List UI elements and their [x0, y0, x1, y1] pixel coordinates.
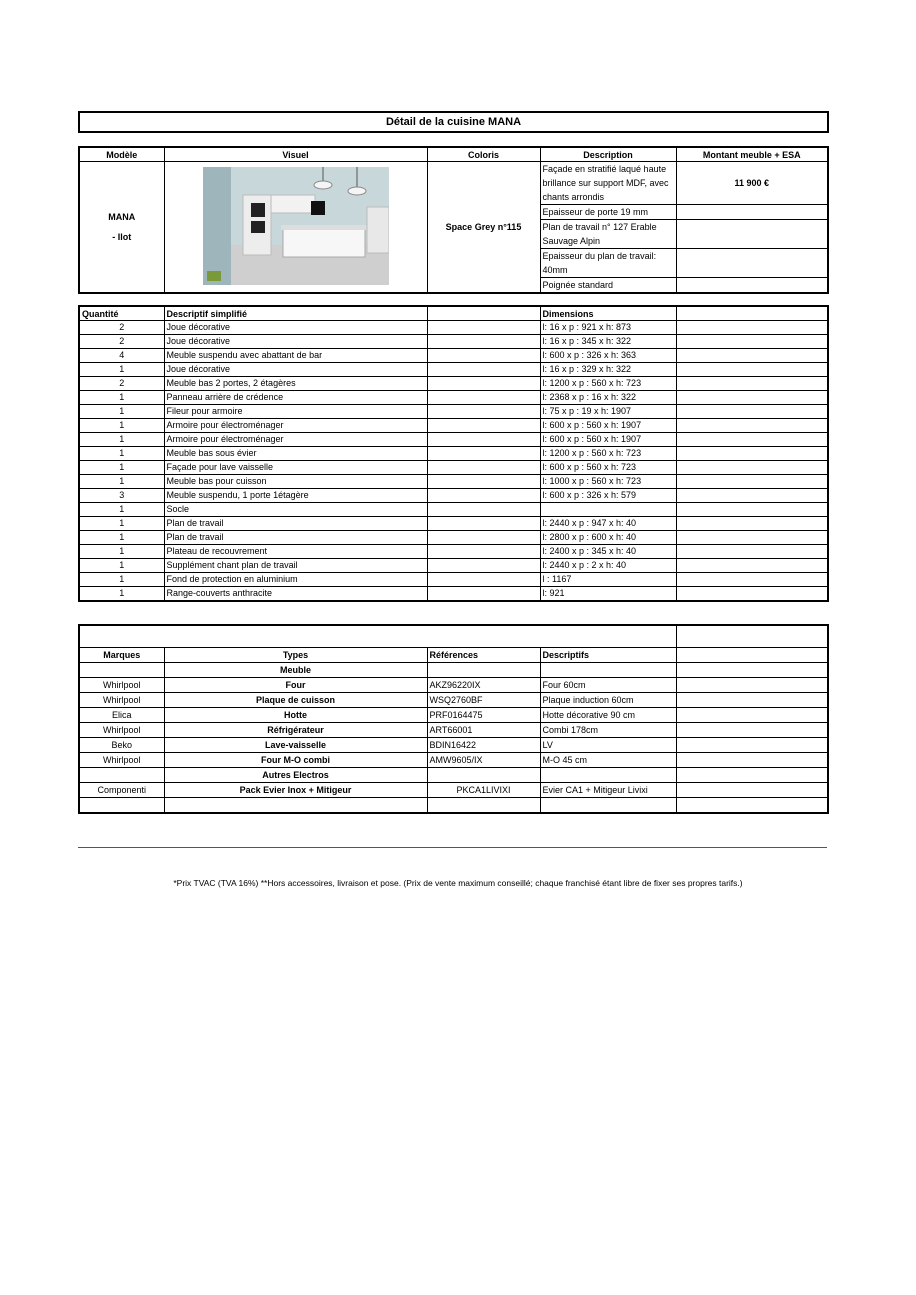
- empty-cell: [427, 321, 540, 335]
- item-row: [79, 503, 828, 517]
- item-quantity: 3: [79, 489, 164, 503]
- item-row: [79, 321, 828, 335]
- item-description: Supplément chant plan de travail: [164, 559, 427, 573]
- appliance-row: [79, 692, 828, 707]
- item-quantity: 1: [79, 545, 164, 559]
- item-quantity: 1: [79, 433, 164, 447]
- item-quantity: 1: [79, 503, 164, 517]
- item-dimensions: l: 1000 x p : 560 x h: 723: [540, 475, 676, 489]
- item-dimensions: l: 1200 x p : 560 x h: 723: [540, 447, 676, 461]
- col-header-type: Types: [164, 647, 427, 662]
- col-header-quantity: Quantité: [79, 306, 164, 321]
- item-row: [79, 433, 828, 447]
- appliances-body: [79, 677, 828, 767]
- item-description: Plateau de recouvrement: [164, 545, 427, 559]
- item-row: [79, 573, 828, 587]
- appliance-description: Combi 178cm: [540, 722, 676, 737]
- empty-cell: [540, 797, 676, 813]
- empty-cell: [427, 587, 540, 602]
- item-description: Armoire pour électroménager: [164, 433, 427, 447]
- price-cell-empty: [676, 278, 828, 294]
- empty-cell: [427, 767, 540, 782]
- empty-cell: [427, 662, 540, 677]
- item-dimensions: l: 600 x p : 560 x h: 723: [540, 461, 676, 475]
- empty-cell: [427, 461, 540, 475]
- item-dimensions: l: 2440 x p : 2 x h: 40: [540, 559, 676, 573]
- empty-cell: [676, 797, 828, 813]
- item-row: [79, 377, 828, 391]
- empty-cell: [427, 447, 540, 461]
- item-description: Armoire pour électroménager: [164, 419, 427, 433]
- item-row: [79, 545, 828, 559]
- empty-cell: [676, 573, 828, 587]
- col-header-empty: [427, 306, 540, 321]
- model-name-line1: MANA: [108, 212, 136, 222]
- appliance-reference: PRF0164475: [427, 707, 540, 722]
- item-row: [79, 517, 828, 531]
- col-header-reference: Références: [427, 647, 540, 662]
- item-dimensions: [540, 503, 676, 517]
- item-dimensions: l: 600 x p : 560 x h: 1907: [540, 433, 676, 447]
- appliance-brand: Elica: [79, 707, 164, 722]
- empty-cell: [676, 722, 828, 737]
- empty-cell: [676, 489, 828, 503]
- description-item: Poignée standard: [540, 278, 676, 294]
- item-description: Range-couverts anthracite: [164, 587, 427, 602]
- item-row: [79, 587, 828, 602]
- item-dimensions: l: 2368 x p : 16 x h: 322: [540, 391, 676, 405]
- item-quantity: 1: [79, 447, 164, 461]
- appliance-type: Plaque de cuisson: [164, 692, 427, 707]
- appliance-row: [79, 752, 828, 767]
- item-dimensions: l: 1200 x p : 560 x h: 723: [540, 377, 676, 391]
- item-description: Meuble bas sous évier: [164, 447, 427, 461]
- empty-cell: [676, 391, 828, 405]
- col-header-simple-description: Descriptif simplifié: [164, 306, 427, 321]
- appliances-title-empty: [79, 625, 676, 647]
- item-dimensions: l: 16 x p : 345 x h: 322: [540, 335, 676, 349]
- appliances-title-side-empty: [676, 625, 828, 647]
- empty-cell: [676, 335, 828, 349]
- item-description: Socle: [164, 503, 427, 517]
- empty-cell: [427, 391, 540, 405]
- item-quantity: 4: [79, 349, 164, 363]
- items-body: [79, 321, 828, 602]
- description-item: Façade en stratifié laqué haute brillance sur support MDF, avec chants arrondis: [540, 162, 676, 205]
- empty-cell: [427, 405, 540, 419]
- appliance-brand: Whirlpool: [79, 677, 164, 692]
- item-row: [79, 363, 828, 377]
- item-row: [79, 419, 828, 433]
- appliance-description: LV: [540, 737, 676, 752]
- appliance-row: [79, 677, 828, 692]
- pack-type: Pack Evier Inox + Mitigeur: [164, 782, 427, 797]
- empty-cell: [427, 349, 540, 363]
- appliance-description: Hotte décorative 90 cm: [540, 707, 676, 722]
- appliance-reference: AMW9605/IX: [427, 752, 540, 767]
- appliance-brand: Whirlpool: [79, 692, 164, 707]
- empty-cell: [427, 433, 540, 447]
- item-row: [79, 489, 828, 503]
- empty-cell: [676, 782, 828, 797]
- item-description: Fileur pour armoire: [164, 405, 427, 419]
- item-row: [79, 447, 828, 461]
- item-dimensions: l: 600 x p : 326 x h: 579: [540, 489, 676, 503]
- col-header-description: Description: [540, 147, 676, 162]
- item-description: Plan de travail: [164, 517, 427, 531]
- item-dimensions: l: 600 x p : 560 x h: 1907: [540, 419, 676, 433]
- empty-cell: [676, 363, 828, 377]
- item-quantity: 1: [79, 461, 164, 475]
- appliance-reference: WSQ2760BF: [427, 692, 540, 707]
- price-value: 11 900 €: [676, 162, 828, 205]
- appliance-type: Lave-vaisselle: [164, 737, 427, 752]
- item-row: [79, 335, 828, 349]
- section-meuble: Meuble: [164, 662, 427, 677]
- empty-cell: [676, 559, 828, 573]
- empty-cell: [676, 405, 828, 419]
- item-dimensions: l: 921: [540, 587, 676, 602]
- kitchen-visual: [164, 162, 427, 294]
- appliance-brand: Whirlpool: [79, 752, 164, 767]
- appliance-reference: BDIN16422: [427, 737, 540, 752]
- appliance-type: Réfrigérateur: [164, 722, 427, 737]
- empty-cell: [427, 335, 540, 349]
- appliance-description: Four 60cm: [540, 677, 676, 692]
- description-item: Plan de travail n° 127 Erable Sauvage Alpin: [540, 220, 676, 249]
- col-header-visual: Visuel: [164, 147, 427, 162]
- col-header-brand: Marques: [79, 647, 164, 662]
- empty-cell: [676, 517, 828, 531]
- empty-cell: [676, 321, 828, 335]
- item-description: Meuble bas pour cuisson: [164, 475, 427, 489]
- empty-cell: [676, 349, 828, 363]
- appliances-table: [78, 624, 829, 814]
- empty-cell: [79, 767, 164, 782]
- item-dimensions: l: 16 x p : 921 x h: 873: [540, 321, 676, 335]
- pack-reference: PKCA1LIVIXI: [427, 782, 540, 797]
- appliance-reference: AKZ96220IX: [427, 677, 540, 692]
- divider: [78, 847, 827, 848]
- item-quantity: 1: [79, 363, 164, 377]
- appliance-brand: Beko: [79, 737, 164, 752]
- empty-cell: [676, 692, 828, 707]
- empty-cell: [427, 797, 540, 813]
- item-dimensions: l: 2440 x p : 947 x h: 40: [540, 517, 676, 531]
- empty-cell: [427, 475, 540, 489]
- empty-cell: [676, 531, 828, 545]
- price-cell-empty: [676, 205, 828, 220]
- items-table: [78, 305, 829, 602]
- item-dimensions: l: 600 x p : 326 x h: 363: [540, 349, 676, 363]
- item-row: [79, 349, 828, 363]
- item-quantity: 1: [79, 587, 164, 602]
- footnote: *Prix TVAC (TVA 16%) **Hors accessoires, livraison et pose. (Prix de vente maximum conseillé; chaque franchisé étant libre de fixer ses propres tarifs.): [173, 878, 743, 888]
- price-cell-empty: [676, 249, 828, 278]
- item-description: Joue décorative: [164, 363, 427, 377]
- kitchen-summary-table: [78, 146, 829, 294]
- section-other-electros: Autres Electros: [164, 767, 427, 782]
- empty-cell: [676, 707, 828, 722]
- item-description: Meuble suspendu, 1 porte 1étagère: [164, 489, 427, 503]
- empty-cell: [427, 545, 540, 559]
- empty-cell: [540, 662, 676, 677]
- item-description: Fond de protection en aluminium: [164, 573, 427, 587]
- empty-cell: [676, 662, 828, 677]
- empty-cell: [79, 797, 164, 813]
- appliance-type: Four: [164, 677, 427, 692]
- item-quantity: 2: [79, 335, 164, 349]
- item-row: [79, 461, 828, 475]
- empty-cell: [676, 737, 828, 752]
- colour-value: Space Grey n°115: [427, 162, 540, 294]
- item-dimensions: l: 16 x p : 329 x h: 322: [540, 363, 676, 377]
- empty-cell: [427, 363, 540, 377]
- empty-cell: [427, 489, 540, 503]
- item-description: Plan de travail: [164, 531, 427, 545]
- appliance-row: [79, 737, 828, 752]
- appliance-brand: Whirlpool: [79, 722, 164, 737]
- item-quantity: 1: [79, 559, 164, 573]
- empty-cell: [427, 531, 540, 545]
- empty-cell: [427, 573, 540, 587]
- item-dimensions: l: 2400 x p : 345 x h: 40: [540, 545, 676, 559]
- pack-description: Evier CA1 + Mitigeur Livixi: [540, 782, 676, 797]
- item-description: Meuble suspendu avec abattant de bar: [164, 349, 427, 363]
- item-quantity: 1: [79, 405, 164, 419]
- item-row: [79, 475, 828, 489]
- empty-cell: [540, 767, 676, 782]
- item-row: [79, 531, 828, 545]
- item-row: [79, 405, 828, 419]
- item-quantity: 1: [79, 531, 164, 545]
- empty-cell: [164, 797, 427, 813]
- empty-cell: [427, 377, 540, 391]
- empty-cell: [427, 517, 540, 531]
- item-quantity: 1: [79, 573, 164, 587]
- item-quantity: 1: [79, 391, 164, 405]
- model-name: [79, 162, 164, 294]
- empty-cell: [676, 677, 828, 692]
- empty-cell: [676, 377, 828, 391]
- empty-cell: [676, 433, 828, 447]
- col-header-empty: [676, 647, 828, 662]
- empty-cell: [676, 587, 828, 602]
- item-quantity: 2: [79, 321, 164, 335]
- empty-cell: [427, 559, 540, 573]
- item-description: Meuble bas 2 portes, 2 étagères: [164, 377, 427, 391]
- empty-cell: [676, 475, 828, 489]
- appliance-reference: ART66001: [427, 722, 540, 737]
- description-item: Epaisseur de porte 19 mm: [540, 205, 676, 220]
- item-quantity: 1: [79, 419, 164, 433]
- kitchen-photo: [203, 167, 389, 285]
- item-row: [79, 391, 828, 405]
- document-title: Détail de la cuisine MANA: [78, 111, 829, 133]
- item-dimensions: l : 1167: [540, 573, 676, 587]
- empty-cell: [676, 447, 828, 461]
- item-description: Joue décorative: [164, 335, 427, 349]
- col-header-dimensions: Dimensions: [540, 306, 676, 321]
- empty-cell: [676, 752, 828, 767]
- col-header-price: Montant meuble + ESA: [676, 147, 828, 162]
- col-header-empty: [676, 306, 828, 321]
- price-cell-empty: [676, 220, 828, 249]
- appliance-type: Four M-O combi: [164, 752, 427, 767]
- empty-cell: [427, 503, 540, 517]
- description-item: Epaisseur du plan de travail: 40mm: [540, 249, 676, 278]
- col-header-descriptive: Descriptifs: [540, 647, 676, 662]
- col-header-model: Modèle: [79, 147, 164, 162]
- item-description: Joue décorative: [164, 321, 427, 335]
- appliance-row: [79, 722, 828, 737]
- col-header-colour: Coloris: [427, 147, 540, 162]
- item-description: Panneau arrière de crédence: [164, 391, 427, 405]
- empty-cell: [676, 419, 828, 433]
- appliance-type: Hotte: [164, 707, 427, 722]
- item-row: [79, 559, 828, 573]
- empty-cell: [676, 503, 828, 517]
- item-quantity: 2: [79, 377, 164, 391]
- appliance-description: Plaque induction 60cm: [540, 692, 676, 707]
- appliance-row: [79, 707, 828, 722]
- item-description: Façade pour lave vaisselle: [164, 461, 427, 475]
- pack-brand: Componenti: [79, 782, 164, 797]
- empty-cell: [427, 419, 540, 433]
- empty-cell: [676, 767, 828, 782]
- item-dimensions: l: 2800 x p : 600 x h: 40: [540, 531, 676, 545]
- empty-cell: [79, 662, 164, 677]
- item-dimensions: l: 75 x p : 19 x h: 1907: [540, 405, 676, 419]
- item-quantity: 1: [79, 475, 164, 489]
- empty-cell: [676, 461, 828, 475]
- appliance-description: M-O 45 cm: [540, 752, 676, 767]
- model-name-line2: - Ilot: [112, 232, 132, 242]
- item-quantity: 1: [79, 517, 164, 531]
- empty-cell: [676, 545, 828, 559]
